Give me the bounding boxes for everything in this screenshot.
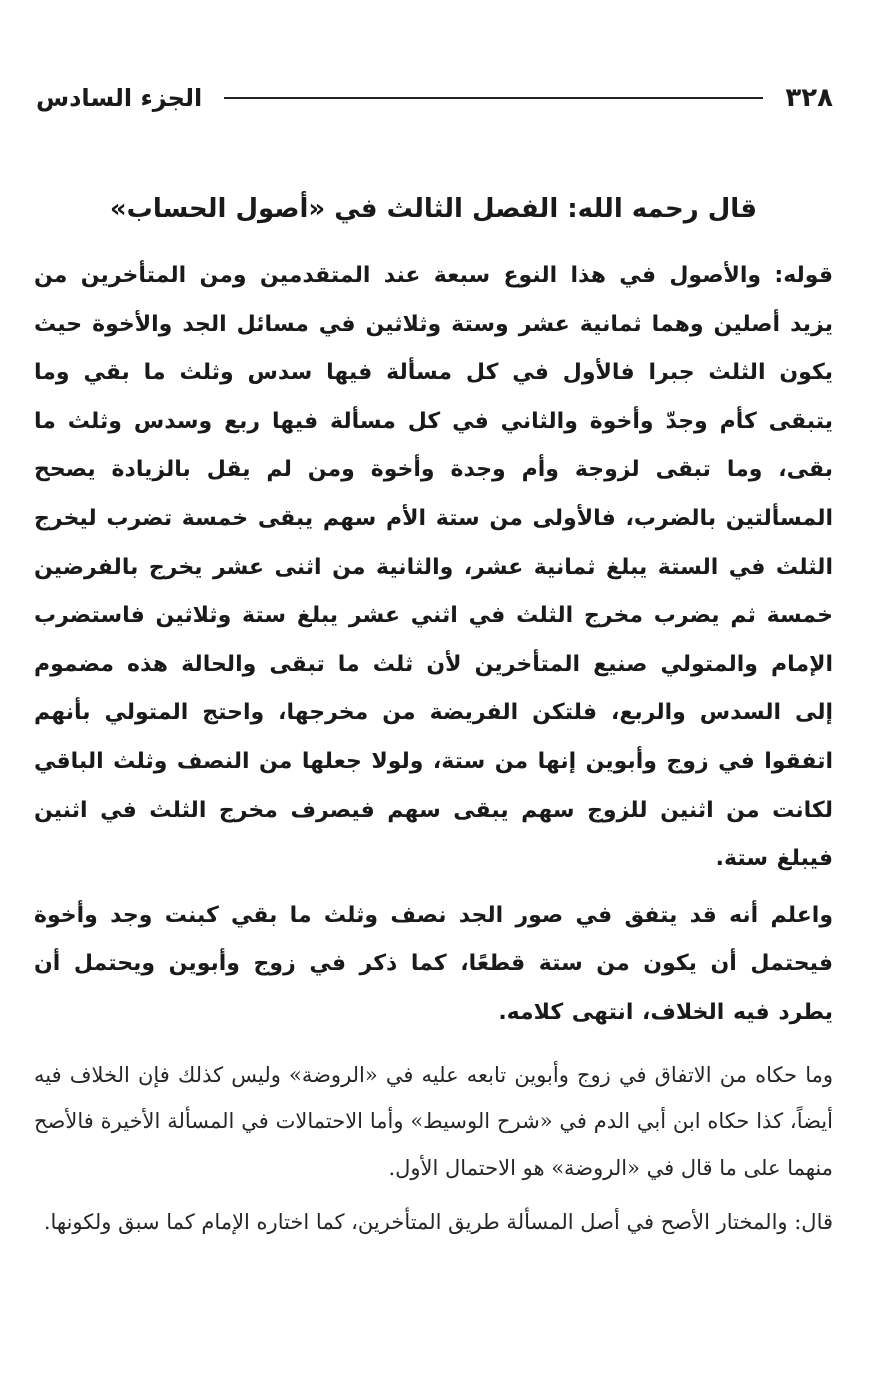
paragraph-quote-note: واعلم أنه قد يتفق في صور الجد نصف وثلث ما بقي كبنت وجد وأخوة فيحتمل أن يكون من ستة قطعًا، كما ذكر في زوج وأبوين ويحتمل أن يطرد فيه الخلاف، انتهى كلامه.	[34, 902, 833, 1025]
page-number: ٣٢٨	[785, 83, 833, 113]
chapter-heading: قال رحمه الله: الفصل الثالث في «أصول الحساب»	[109, 194, 758, 224]
header-rule	[224, 97, 763, 99]
part-title: الجزء السادس	[36, 84, 203, 112]
paragraph-commentary-2: قال: والمختار الأصح في أصل المسألة طريق المتأخرين، كما اختاره الإمام كما سبق ولكونها.	[43, 1210, 833, 1234]
paragraph-quote-main: قوله: والأصول في هذا النوع سبعة عند المتقدمين ومن المتأخرين من يزيد أصلين وهما ثمانية عشر وستة وثلاثين في مسائل الجد والأخوة حيث يكون الثلث جبرا فالأول في كل مسألة فيها سدس وثلث ما بقي وما يتبقى كأم وجدّ وأخوة والثاني في كل مسألة فيها ربع وسدس وثلث ما بقى، وما تبقى لزوجة وأم وجدة وأخوة ومن لم يقل بالزيادة يصحح المسألتين بالضرب، فالأولى من ستة الأم سهم يبقى خمسة تضرب ليخرج الثلث في الستة يبلغ ثمانية عشر، والثانية من اثنى عشر يخرج بالفرضين خمسة ثم يضرب مخرج الثلث في اثني عشر يبلغ ستة وثلاثين فاستضرب الإمام والمتولي صنيع المتأخرين لأن ثلث ما تبقى والحالة هذه مضموم إلى السدس والربع، فلتكن الفريضة من مخرجها، واحتج المتولي بأنهم اتفقوا في زوج وأبوين إنها من ستة، ولولا جعلها من النصف وثلث الباقي لكانت من اثنين للزوج سهم يبقى سهم فيصرف مخرج الثلث في اثنين فيبلغ ستة.	[34, 263, 833, 872]
running-header	[36, 78, 833, 118]
paragraph-commentary: وما حكاه من الاتفاق في زوج وأبوين تابعه عليه في «الروضة» وليس كذلك فإن الخلاف فيه أيضاً، كذا حكاه ابن أبي الدم في «شرح الوسيط» وأما الاحتمالات في المسألة الأخيرة فالأصح منهما على ما قال في «الروضة» هو الاحتمال الأول.	[34, 1062, 833, 1180]
page-content	[34, 180, 833, 1246]
